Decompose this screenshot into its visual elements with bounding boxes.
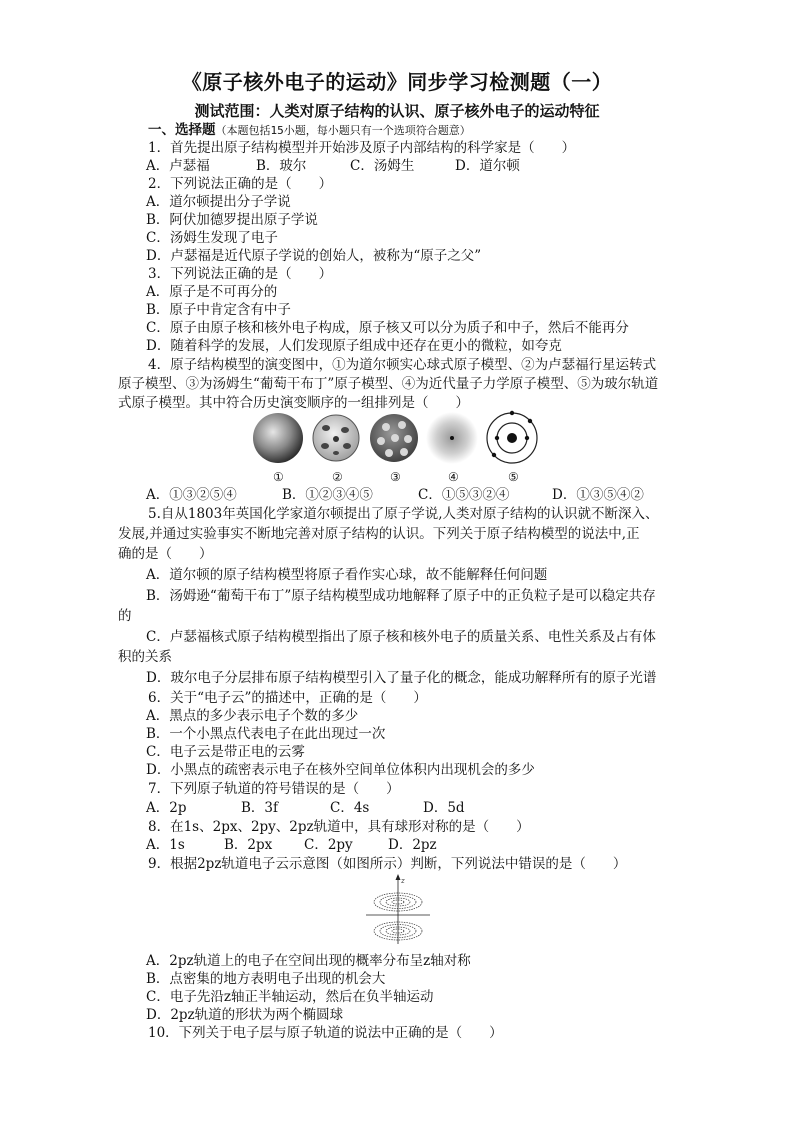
q4-figure-label-4: ④ [448,470,459,484]
q5-stem-line3: 确的是（ ） [118,546,213,562]
q7-option-b: B．3f [241,800,279,816]
q6-option-c: C．电子云是带正电的云雾 [146,744,305,760]
q8-option-c: C．2py [304,837,353,853]
q9-option-c: C．电子先沿z轴正半轴运动，然后在负半轴运动 [146,989,434,1005]
q3-option-d: D．随着科学的发展，人们发现原子组成中还存在更小的微粒，如夸克 [146,338,562,354]
q10-stem: 10．下列关于电子层与原子轨道的说法中正确的是（ ） [148,1025,503,1041]
q4-stem-line2: 原子模型、③为汤姆生“葡萄干布丁”原子模型、④为近代量子力学原子模型、⑤为玻尔轨道 [118,376,659,392]
rutherford-planetary-model [313,415,359,461]
q8-option-d: D．2pz [388,837,437,853]
q7-stem: 7．下列原子轨道的符号错误的是（ ） [148,781,400,797]
q4-figure-label-5: ⑤ [508,470,519,484]
q7-options [146,799,465,817]
q2-option-c: C．汤姆生发现了电子 [146,230,278,246]
q4-figure-label-3: ③ [390,470,401,484]
q4-option-a: A．①③②⑤④ [146,487,237,503]
q2-option-d: D．卢瑟福是近代原子学说的创始人，被称为“原子之父” [146,248,482,264]
q6-option-b: B．一个小黑点代表电子在此出现过一次 [146,726,386,742]
q3-option-b: B．原子中肯定含有中子 [146,302,291,318]
q1-option-b: B．玻尔 [256,158,307,174]
q5-stem-line1: 5.自从1803年英国化学家道尔顿提出了原子学说,人类对原子结构的认识就不断深入、 [148,506,659,522]
2pz-orbital-figure [364,874,434,946]
quantum-electron-cloud-model [426,412,478,464]
q5-option-b-line1: B．汤姆逊“葡萄干布丁”原子结构模型成功地解释了原子中的正负粒子是可以稳定共存 [146,588,656,604]
q5-option-c-line2: 积的关系 [118,649,172,665]
atomic-model-figure [250,408,550,470]
q3-stem: 3．下列说法正确的是（ ） [148,266,333,282]
bohr-orbit-model [487,411,537,463]
q4-figure-label-1: ① [273,470,284,484]
q9-stem: 9．根据2pz轨道电子云示意图（如图所示）判断，下列说法中错误的是（ ） [148,856,627,872]
z-axis-label: z [401,877,405,885]
q8-option-a: A．1s [146,837,185,853]
q4-stem-line1: 4．原子结构模型的演变图中，①为道尔顿实心球式原子模型、②为卢瑟福行星运转式 [148,357,657,373]
q1-option-d: D．道尔顿 [455,158,520,174]
q1-option-a: A．卢瑟福 [146,158,210,174]
q9-option-b: B．点密集的地方表明电子出现的机会大 [146,971,386,987]
thomson-plum-pudding-model [370,414,418,462]
q5-stem-line2: 发展,并通过实验事实不断地完善对原子结构的认识。下列关于原子结构模型的说法中,正 [118,526,640,542]
q4-option-b: B．①②③④⑤ [282,487,373,503]
q5-option-c-line1: C．卢瑟福核式原子结构模型指出了原子核和核外电子的质量关系、电性关系及占有体 [146,629,656,645]
page-subtitle: 测试范围：人类对原子结构的认识、原子核外电子的运动特征 [194,102,600,120]
q6-option-a: A．黑点的多少表示电子个数的多少 [146,708,359,724]
q7-option-a: A．2p [146,800,187,816]
q6-option-d: D．小黑点的疏密表示电子在核外空间单位体积内出现机会的多少 [146,762,535,778]
q6-stem: 6．关于“电子云”的描述中，正确的是（ ） [148,690,427,706]
q2-option-a: A．道尔顿提出分子学说 [146,194,291,210]
q7-option-d: D．5d [423,800,465,816]
q9-option-d: D．2pz轨道的形状为两个椭圆球 [146,1007,344,1023]
q1-options [146,157,520,175]
q8-option-b: B．2px [224,837,273,853]
q1-stem: 1．首先提出原子结构模型并开始涉及原子内部结构的科学家是（ ） [148,140,576,156]
dalton-solid-sphere-model [253,413,303,463]
q1-option-c: C．汤姆生 [350,158,415,174]
q8-stem: 8．在1s、2px、2py、2pz轨道中，具有球形对称的是（ ） [148,819,530,835]
q8-options [146,836,437,854]
q2-option-b: B．阿伏加德罗提出原子学说 [146,212,318,228]
section-heading: 一、选择题 [148,122,216,138]
q2-stem: 2．下列说法正确的是（ ） [148,176,333,192]
q9-option-a: A．2pz轨道上的电子在空间出现的概率分布呈z轴对称 [146,953,471,969]
q5-option-b-line2: 的 [118,608,132,624]
q5-option-a: A．道尔顿的原子结构模型将原子看作实心球，故不能解释任何问题 [146,567,548,583]
section-note: （本题包括15小题，每小题只有一个选项符合题意） [215,124,471,137]
section-heading-line [148,121,471,140]
q3-option-c: C．原子由原子核和核外电子构成，原子核又可以分为质子和中子，然后不能再分 [146,320,629,336]
q3-option-a: A．原子是不可再分的 [146,284,278,300]
q4-option-c: C．①⑤③②④ [418,487,510,503]
q4-stem-line3: 式原子模型。其中符合历史演变顺序的一组排列是（ ） [118,395,469,411]
page-title: 《原子核外电子的运动》同步学习检测题（一） [181,70,613,94]
q4-options [146,486,644,504]
q4-figure-label-2: ② [332,470,343,484]
q7-option-c: C．4s [330,800,370,816]
q4-option-d: D．①③⑤④② [552,487,644,503]
q5-option-d: D．玻尔电子分层排布原子结构模型引入了量子化的概念，能成功解释所有的原子光谱 [146,670,657,686]
